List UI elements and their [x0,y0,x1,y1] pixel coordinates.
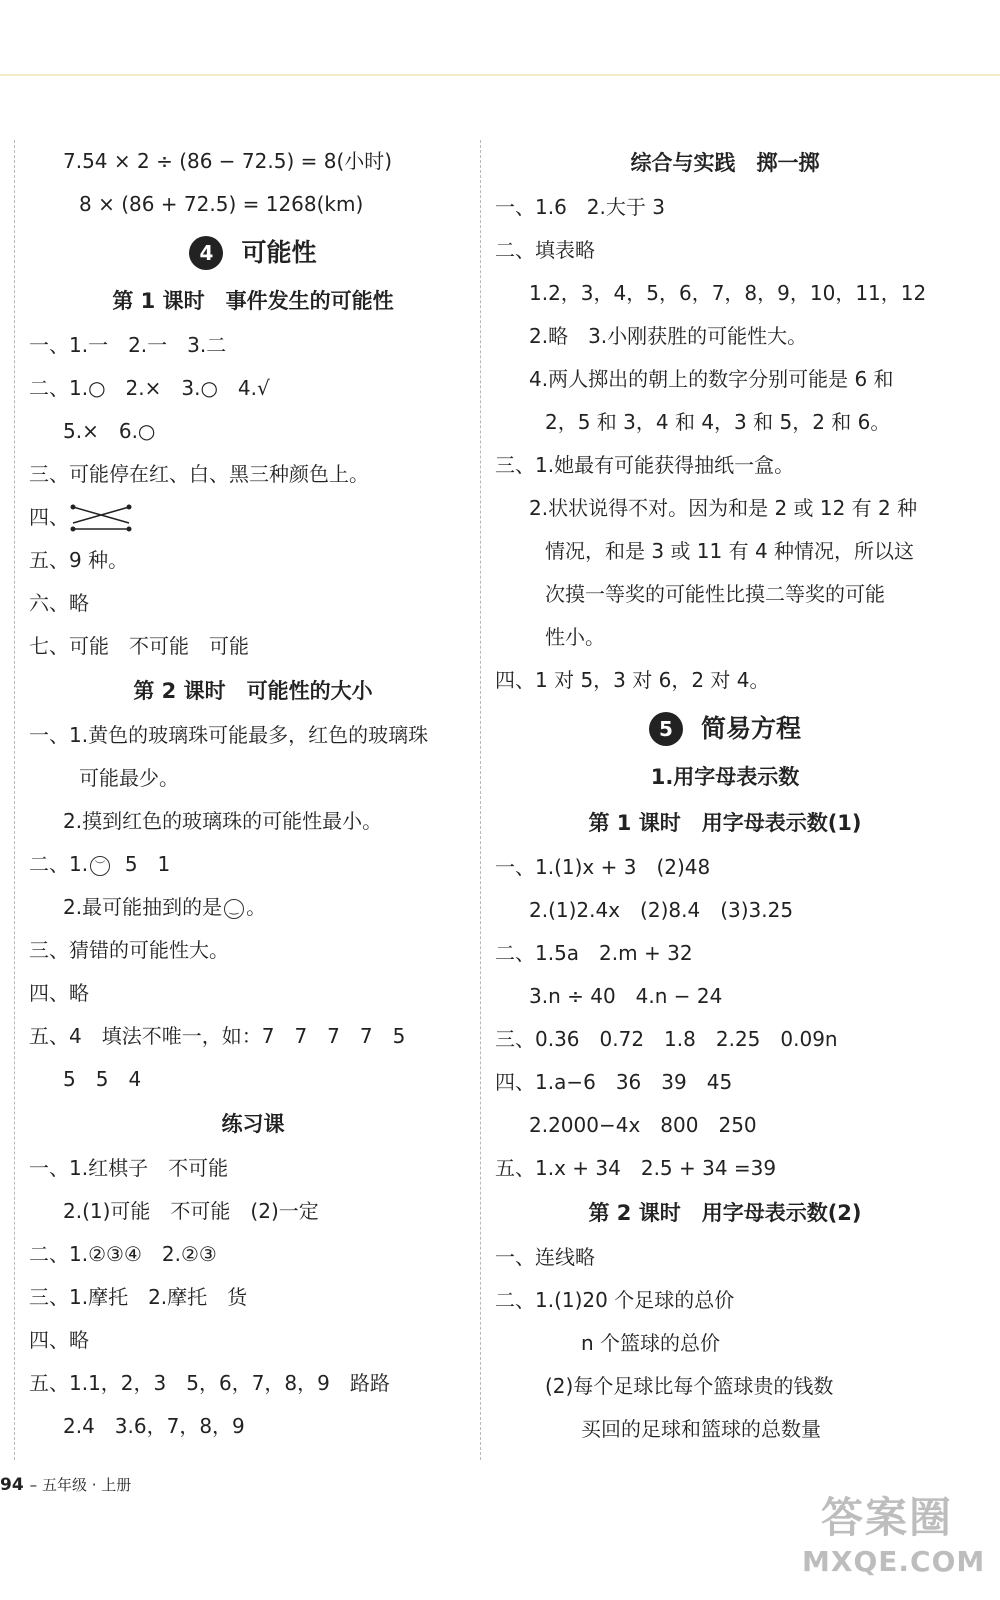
matching-lines-diagram [69,501,133,537]
unit-title: 可能性 [241,238,317,267]
answer-line: 四、略 [29,981,89,1005]
answer-line: 三、1.摩托 2.摩托 货 [29,1285,248,1309]
answer-line: 三、猜错的可能性大。 [29,938,229,962]
answer-line: 2.(1)可能 不可能 (2)一定 [63,1199,319,1223]
right-column [480,140,955,1460]
answer-line: 3.n ÷ 40 4.n − 24 [529,984,723,1008]
answer-label: 二、1. [29,852,89,876]
answer-line: 2.4 3.6，7，8，9 [63,1414,245,1438]
answer-line: 性小。 [545,625,605,649]
answer-line: 5.× 6.○ [63,419,156,443]
lesson-heading: 练习课 [221,1112,285,1136]
answer-line [29,843,477,886]
answer-line: 三、可能停在红、白、黑三种颜色上。 [29,462,369,486]
top-rule [0,74,1000,76]
unit-heading [495,702,955,754]
watermark-url: MXQE.COM [802,1545,986,1578]
answer-line: 2.摸到红色的玻璃珠的可能性最小。 [63,809,383,833]
answer-line: 一、1.黄色的玻璃珠可能最多，红色的玻璃珠 [29,723,429,747]
answer-line: 一、1.红棋子 不可能 [29,1156,229,1180]
section-heading: 1.用字母表示数 [650,765,800,789]
answer-line: 一、连线略 [495,1245,595,1269]
section-heading: 综合与实践 掷一掷 [630,151,820,175]
answer-line [29,496,477,539]
lesson-heading: 第 2 课时 用字母表示数(2) [588,1201,862,1225]
watermark-logo [802,1485,986,1578]
answer-line: 2.2000−4x 800 250 [529,1113,757,1137]
smile-face-icon: ‿ [224,899,244,919]
answer-line: 2，5 和 3，4 和 4，3 和 5，2 和 6。 [545,410,891,434]
answer-line: 一、1.一 2.一 3.二 [29,333,227,357]
answer-line: 一、1.6 2.大于 3 [495,195,665,219]
lesson-heading: 第 2 课时 可能性的大小 [133,679,373,703]
answer-line: 2.略 3.小刚获胜的可能性大。 [529,324,808,348]
answer-label: 四、 [29,505,69,529]
answer-line: 2.(1)2.4x (2)8.4 (3)3.25 [529,898,794,922]
answer-line: 二、1.○ 2.× 3.○ 4.√ [29,376,270,400]
answer-line: 可能最少。 [79,766,179,790]
watermark-text: 答案圈 [820,1493,953,1542]
answer-line: 二、1.5a 2.m + 32 [495,941,693,965]
answer-line: 二、1.②③④ 2.②③ [29,1242,217,1266]
unit-number-badge: 5 [649,712,683,746]
left-column [14,140,477,1460]
page-footer [0,1474,131,1495]
answer-line: 五、4 填法不唯一，如：7 7 7 7 5 [29,1024,406,1048]
unit-title: 简易方程 [700,714,801,743]
answer-text: 2.最可能抽到的是 [63,895,223,919]
answer-line [29,886,477,929]
answer-line: 4.两人掷出的朝上的数字分别可能是 6 和 [529,367,894,391]
answer-line: 次摸一等奖的可能性比摸二等奖的可能 [545,582,885,606]
answer-line: 8 × (86 + 72.5) = 1268(km) [79,192,364,216]
answer-line: 5 5 4 [63,1067,142,1091]
lesson-heading: 第 1 课时 用字母表示数(1) [588,811,862,835]
answer-line: 四、1 对 5，3 对 6，2 对 4。 [495,668,770,692]
answer-line: 买回的足球和篮球的总数量 [581,1417,821,1441]
answer-line: 2.状状说得不对。因为和是 2 或 12 有 2 种 [529,496,918,520]
unit-number-badge: 4 [189,236,223,270]
answer-line: 五、9 种。 [29,548,129,572]
answer-line: 二、填表略 [495,238,595,262]
answer-text: 。 [246,895,267,919]
answer-line: 四、略 [29,1328,89,1352]
answer-line: 四、1.a−6 36 39 45 [495,1070,733,1094]
answer-text: 5 1 [124,852,171,876]
lesson-heading: 第 1 课时 事件发生的可能性 [112,289,394,313]
answer-line: 七、可能 不可能 可能 [29,634,249,658]
answer-line: 五、1.x + 34 2.5 + 34 =39 [495,1156,777,1180]
answer-line: 一、1.(1)x + 3 (2)48 [495,855,711,879]
unit-heading [29,226,477,278]
sad-face-icon: ︶ [90,856,110,876]
answer-line: 二、1.(1)20 个足球的总价 [495,1288,735,1312]
answer-line: (2)每个足球比每个篮球贵的钱数 [545,1374,834,1398]
answer-line: 六、略 [29,591,89,615]
answer-line: 三、1.她最有可能获得抽纸一盒。 [495,453,795,477]
answer-line: 三、0.36 0.72 1.8 2.25 0.09n [495,1027,838,1051]
answer-line: 7.54 × 2 ÷ (86 − 72.5) = 8(小时) [63,149,393,173]
answer-line: 五、1.1，2，3 5，6，7，8，9 路路 [29,1371,390,1395]
footer-label: – 五年级 · 上册 [29,1476,132,1494]
answer-line: 情况，和是 3 或 11 有 4 种情况，所以这 [545,539,915,563]
answer-line: 1.2，3，4，5，6，7，8，9，10，11，12 [529,281,927,305]
page-number: 94 [0,1475,24,1495]
answer-line: n 个篮球的总价 [581,1331,721,1355]
